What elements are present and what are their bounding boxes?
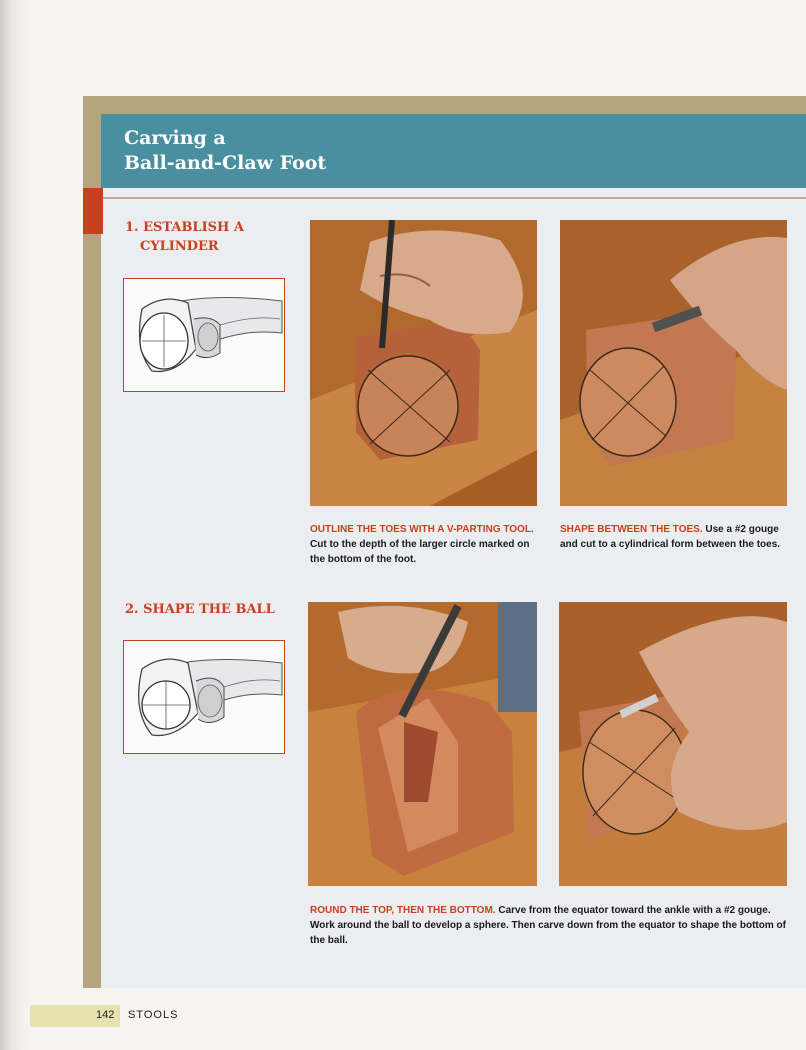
page-title bbox=[124, 126, 326, 176]
page-binding-shadow bbox=[0, 0, 30, 1050]
caption-outline-toes-body: Cut to the depth of the larger circle marked on the bottom of the foot. bbox=[310, 539, 530, 565]
title-line-1: Carving a bbox=[124, 127, 226, 149]
step-1-heading-line-1: 1. ESTABLISH A bbox=[125, 220, 244, 235]
caption-outline-toes bbox=[310, 522, 536, 567]
caption-shape-between-toes bbox=[560, 522, 786, 552]
section-name: STOOLS bbox=[128, 1009, 179, 1021]
section-tab bbox=[83, 188, 103, 234]
header-rule bbox=[101, 197, 806, 199]
photo-shape-between-toes bbox=[560, 220, 787, 506]
photo-round-top bbox=[308, 602, 537, 886]
step-1-heading-line-2: CYLINDER bbox=[140, 239, 219, 254]
photo-round-bottom bbox=[559, 602, 787, 886]
step-2-illustration bbox=[123, 640, 285, 754]
step-1-heading bbox=[125, 218, 244, 256]
title-line-2: Ball-and-Claw Foot bbox=[124, 152, 327, 174]
caption-shape-between-toes-body: Use a #2 gouge and cut to a cylindrical form between the toes. bbox=[560, 524, 781, 550]
caption-outline-toes-lead: OUTLINE THE TOES WITH A V-PARTING TOOL. bbox=[310, 524, 534, 535]
caption-round-top-bottom bbox=[310, 903, 790, 948]
caption-round-top-bottom-lead: ROUND THE TOP, THEN THE BOTTOM. bbox=[310, 905, 496, 916]
step-2-heading-text: 2. SHAPE THE BALL bbox=[125, 602, 275, 617]
page-number: 142 bbox=[96, 1009, 115, 1021]
step-2-heading bbox=[125, 600, 275, 619]
caption-round-top-bottom-body: Carve from the equator toward the ankle with a #2 gouge. Work around the ball to develop a sphere. Then carve down from the equator to shape the bottom of the ball. bbox=[310, 905, 786, 946]
photo-outline-toes bbox=[310, 220, 537, 506]
step-1-illustration bbox=[123, 278, 285, 392]
caption-shape-between-toes-lead: SHAPE BETWEEN THE TOES. bbox=[560, 524, 703, 535]
